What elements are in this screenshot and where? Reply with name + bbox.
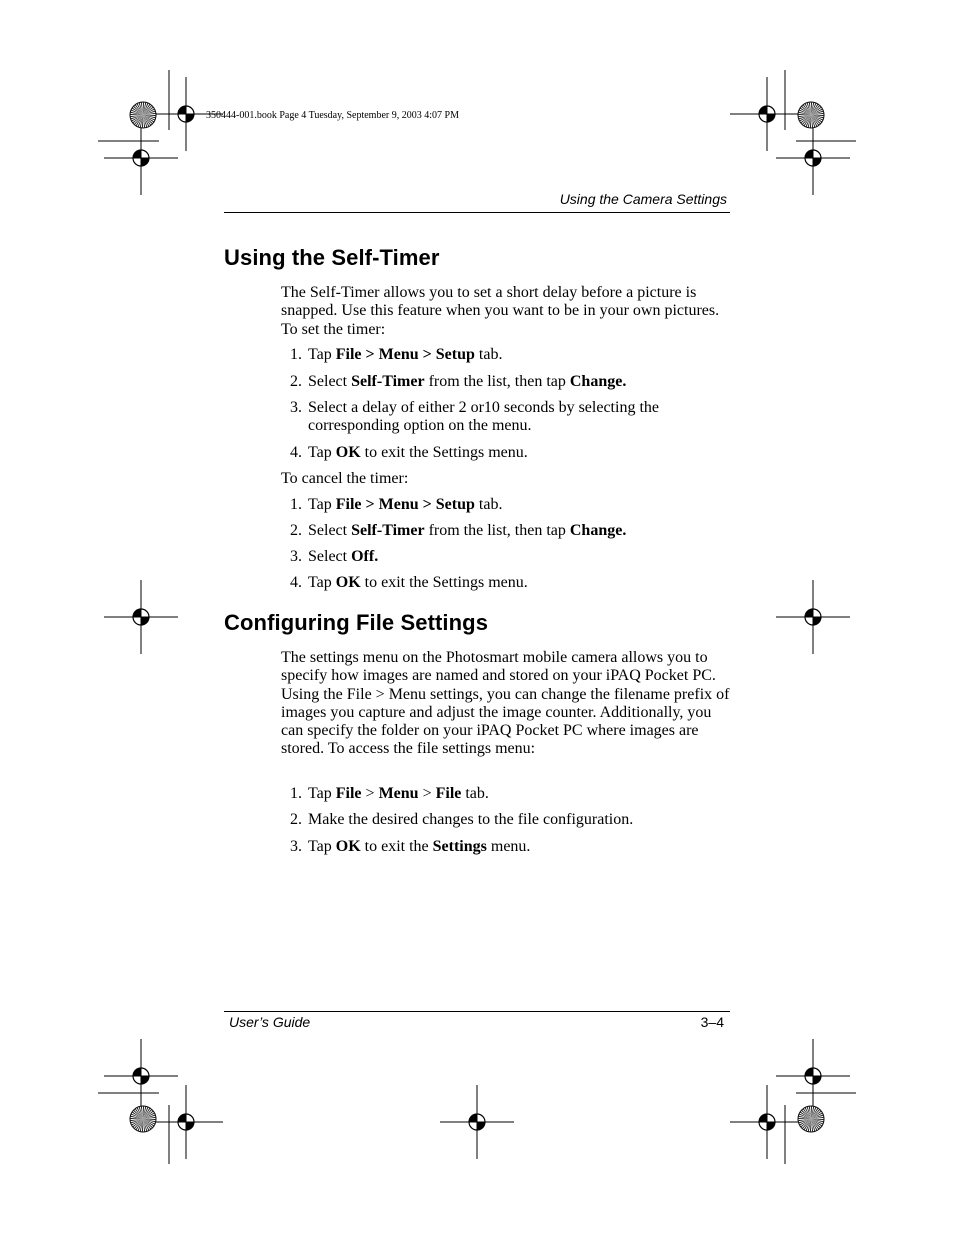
registration-mark (104, 580, 178, 654)
registration-mark (776, 121, 850, 195)
registration-mark (104, 1039, 178, 1113)
list-item: 1. Tap File > Menu > Setup tab. (290, 346, 503, 363)
list-item: 4. Tap OK to exit the Settings menu. (290, 574, 528, 591)
registration-mark (730, 1085, 804, 1159)
running-head: Using the Camera Settings (559, 191, 727, 207)
list-item: 1. Tap File > Menu > File tab. (290, 785, 489, 802)
list-item: 3. Tap OK to exit the Settings menu. (290, 838, 531, 855)
page-number: 3–4 (700, 1014, 724, 1030)
list-item: 2. Select Self-Timer from the list, then tap Change. (290, 522, 627, 539)
registration-mark (776, 580, 850, 654)
section-heading-file-settings: Configuring File Settings (224, 610, 489, 635)
star-target (130, 102, 156, 128)
footer-rule (224, 1011, 730, 1012)
list-item: 2. Make the desired changes to the file configuration. (290, 811, 634, 828)
file-settings-intro: The settings menu on the Photosmart mobile camera allows you to specify how images are named and stored on your iPAQ Pocket PC. Using the File > Menu settings, you can change the filename prefix of images you capture and adjust the image counter. Additionally, you can specify the folder on your iPAQ Pocket PC where images are stored. To access the file settings menu: (281, 649, 730, 758)
registration-mark (730, 77, 804, 151)
section-heading-self-timer: Using the Self-Timer (224, 245, 440, 270)
self-timer-intro: The Self-Timer allows you to set a short delay before a picture is snapped. Use this feature when you want to be in your own pictures. To set the timer: (281, 284, 720, 338)
list-item: 3. Select Off. (290, 548, 379, 565)
list-item: 4. Tap OK to exit the Settings menu. (290, 444, 528, 461)
registration-mark (440, 1085, 514, 1159)
registration-mark (104, 121, 178, 195)
list-item: 2. Select Self-Timer from the list, then tap Change. (290, 373, 627, 390)
footer-guide-name: User’s Guide (229, 1014, 311, 1030)
registration-mark (776, 1039, 850, 1113)
star-target (130, 1106, 156, 1132)
registration-mark (149, 1085, 223, 1159)
star-target (798, 1106, 824, 1132)
list-item: 1. Tap File > Menu > Setup tab. (290, 496, 503, 513)
book-slug: 350444-001.book Page 4 Tuesday, September 9, 2003 4:07 PM (206, 110, 459, 121)
header-rule (224, 212, 730, 213)
star-target (798, 102, 824, 128)
cancel-timer-intro: To cancel the timer: (281, 470, 409, 487)
list-item: 3. Select a delay of either 2 or10 seconds by selecting the corresponding option on the menu. (290, 399, 659, 435)
